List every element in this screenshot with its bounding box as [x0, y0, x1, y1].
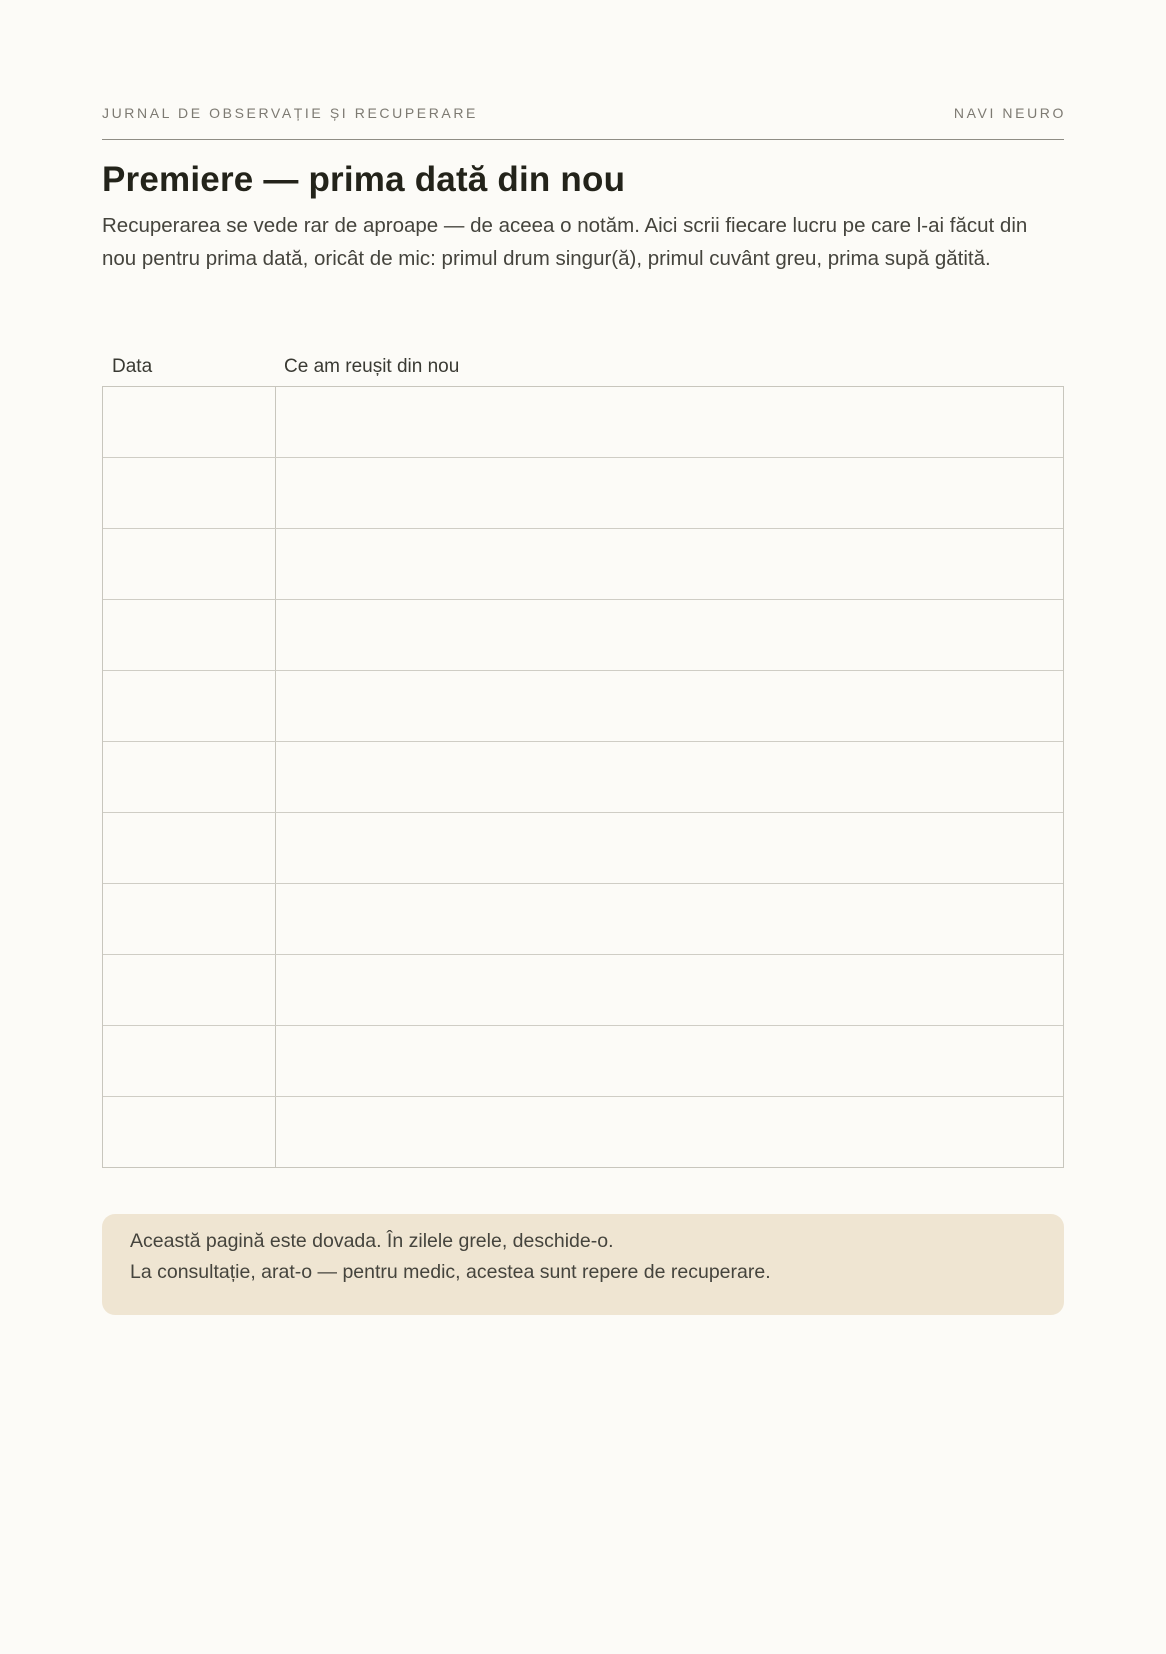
- date-cell[interactable]: [103, 387, 276, 457]
- achievement-cell[interactable]: [276, 955, 1063, 1025]
- table-row: [103, 883, 1063, 954]
- table-row: [103, 1025, 1063, 1096]
- achievement-cell[interactable]: [276, 813, 1063, 883]
- achievement-cell[interactable]: [276, 671, 1063, 741]
- journal-title: JURNAL DE OBSERVAȚIE ȘI RECUPERARE: [102, 105, 478, 121]
- achievement-cell[interactable]: [276, 529, 1063, 599]
- table-row: [103, 670, 1063, 741]
- entries-table: [102, 386, 1064, 1168]
- achievement-cell[interactable]: [276, 458, 1063, 528]
- achievement-cell[interactable]: [276, 1026, 1063, 1096]
- achievement-cell[interactable]: [276, 742, 1063, 812]
- date-cell[interactable]: [103, 458, 276, 528]
- intro-text: Recuperarea se vede rar de aproape — de aceea o notăm. Aici scrii fiecare lucru pe care l-ai făcut din nou pentru prima dată, oricât de mic: primul drum singur(ă), primul cuvânt greu, prima supă gătită.: [102, 214, 1028, 270]
- page-title: Premiere — prima dată din nou: [102, 160, 626, 199]
- column-header-achievement: Ce am reușit din nou: [284, 356, 460, 377]
- date-cell[interactable]: [103, 1026, 276, 1096]
- date-cell[interactable]: [103, 742, 276, 812]
- note-line: Această pagină este dovada. În zilele grele, deschide-o.: [130, 1230, 614, 1252]
- note-box: [102, 1214, 1064, 1315]
- brand-name: NAVI NEURO: [953, 105, 1066, 121]
- table-row: [103, 741, 1063, 812]
- achievement-cell[interactable]: [276, 1097, 1063, 1167]
- table-row: [103, 954, 1063, 1025]
- note-line: La consultație, arat-o — pentru medic, acestea sunt repere de recuperare.: [130, 1261, 771, 1283]
- date-cell[interactable]: [103, 884, 276, 954]
- page-header: [102, 103, 1064, 140]
- date-cell[interactable]: [103, 955, 276, 1025]
- table-row: [103, 528, 1063, 599]
- achievement-cell[interactable]: [276, 884, 1063, 954]
- table-row: [103, 457, 1063, 528]
- date-cell[interactable]: [103, 1097, 276, 1167]
- date-cell[interactable]: [103, 600, 276, 670]
- date-cell[interactable]: [103, 671, 276, 741]
- column-header-date: Data: [112, 356, 153, 377]
- date-cell[interactable]: [103, 813, 276, 883]
- table-row: [103, 387, 1063, 457]
- table-row: [103, 599, 1063, 670]
- achievement-cell[interactable]: [276, 600, 1063, 670]
- date-cell[interactable]: [103, 529, 276, 599]
- table-row: [103, 812, 1063, 883]
- table-row: [103, 1096, 1063, 1167]
- achievement-cell[interactable]: [276, 387, 1063, 457]
